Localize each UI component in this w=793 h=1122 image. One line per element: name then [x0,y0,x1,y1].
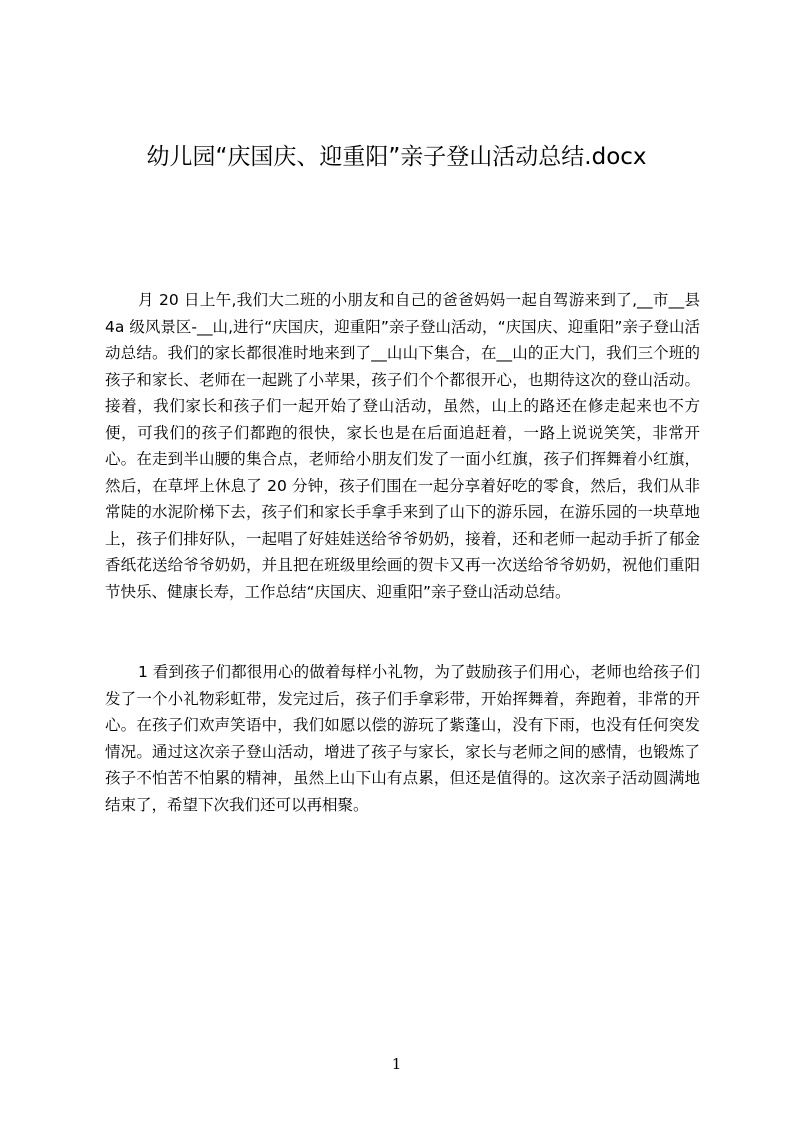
document-title: 幼儿园“庆国庆、迎重阳”亲子登山活动总结.docx [146,144,647,170]
paragraph-1: 月 20 日上午,我们大二班的小朋友和自己的爸爸妈妈一起自驾游来到了,__市__县 4a 级风景区-__山,进行“庆国庆，迎重阳”亲子登山活动，“庆国庆、迎重阳”亲子登山活动总结。我们的家长都很准时地来到了__山山下集合，在__山的正大门，我们三个班的孩子和家长、老师在一起跳了小苹果，孩子们个个都很开心，也期待这次的登山活动。接着，我们家长和孩子们一起开始了登山活动，虽然，山上的路还在修走起来也不方便，可我们的孩子们都跑的很快，家长也是在后面追赶着，一路上说说笑笑，非常开心。在走到半山腰的集合点，老师给小朋友们发了一面小红旗，孩子们挥舞着小红旗，然后，在草坪上休息了 20 分钟，孩子们围在一起分享着好吃的零食，然后，我们从非常陡的水泥阶梯下去，孩子们和家长手拿手来到了山下的游乐园，在游乐园的一块草地上，孩子们排好队，一起唱了好娃娃送给爷爷奶奶，接着，还和老师一起动手折了郁金香纸花送给爷爷奶奶，并且把在班级里绘画的贺卡又再一次送给爷爷奶奶，祝他们重阳节快乐、健康长寿，工作总结“庆国庆、迎重阳”亲子登山活动总结。 [105,291,700,601]
page-number: 1 [391,1055,402,1073]
paragraph-2: 1 看到孩子们都很用心的做着每样小礼物，为了鼓励孩子们用心，老师也给孩子们发了一个小礼物彩虹带，发完过后，孩子们手拿彩带，开始挥舞着，奔跑着，非常的开心。在孩子们欢声笑语中，我们如愿以偿的游玩了紫蓬山，没有下雨，也没有任何突发情况。通过这次亲子登山活动，增进了孩子与家长，家长与老师之间的感情，也锻炼了孩子不怕苦不怕累的精神，虽然上山下山有点累，但还是值得的。这次亲子活动圆满地结束了，希望下次我们还可以再相聚。 [105,663,700,814]
